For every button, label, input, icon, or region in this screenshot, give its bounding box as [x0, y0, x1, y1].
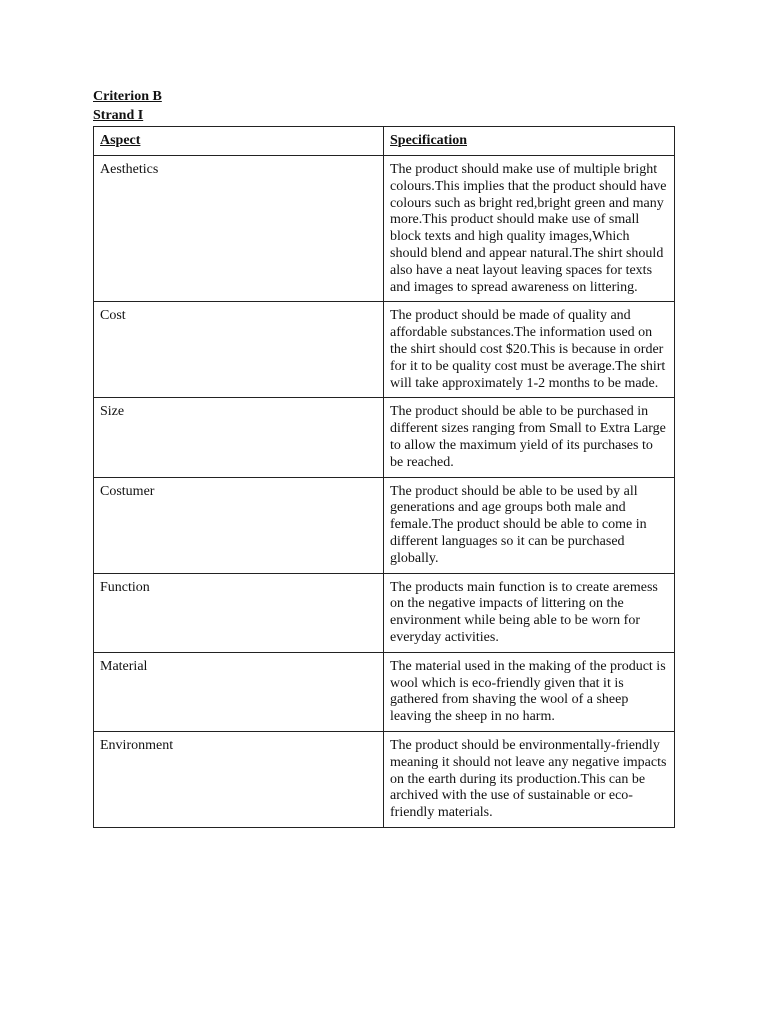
specification-column-header: Specification	[384, 127, 675, 156]
criterion-heading: Criterion B	[93, 89, 162, 104]
specification-cell: The product should be environmentally-friendly meaning it should not leave any negative impacts on the earth during its production.This can be archived with the use of sustainable or eco-friendly materials.	[384, 731, 675, 827]
aspect-cell: Aesthetics	[94, 156, 384, 302]
table-row	[94, 477, 675, 573]
table-row	[94, 398, 675, 477]
table-row	[94, 302, 675, 398]
aspect-column-header: Aspect	[94, 127, 384, 156]
specification-cell: The material used in the making of the product is wool which is eco-friendly given that it is gathered from shaving the wool of a sheep leaving the sheep in no harm.	[384, 652, 675, 731]
aspect-cell: Environment	[94, 731, 384, 827]
specification-cell: The products main function is to create aremess on the negative impacts of littering on the environment while being able to be worn for everyday activities.	[384, 573, 675, 652]
specification-cell: The product should make use of multiple bright colours.This implies that the product should have colours such as bright red,bright green and many more.This product should make use of small block texts and high quality images,Which should blend and appear natural.The shirt should also have a neat layout leaving spaces for texts and images to spread awareness on littering.	[384, 156, 675, 302]
table-row	[94, 573, 675, 652]
aspect-cell: Material	[94, 652, 384, 731]
document-page	[93, 87, 674, 828]
aspect-cell: Costumer	[94, 477, 384, 573]
specification-cell: The product should be able to be used by all generations and age groups both male and female.The product should be able to come in different languages so it can be purchased globally.	[384, 477, 675, 573]
table-row	[94, 731, 675, 827]
aspect-cell: Cost	[94, 302, 384, 398]
aspect-cell: Size	[94, 398, 384, 477]
specification-cell: The product should be made of quality and affordable substances.The information used on the shirt should cost $20.This is because in order for it to be quality cost must be average.The shirt will take approximately 1-2 months to be made.	[384, 302, 675, 398]
table-row	[94, 156, 675, 302]
specification-cell: The product should be able to be purchased in different sizes ranging from Small to Extra Large to allow the maximum yield of its purchases to be reached.	[384, 398, 675, 477]
specification-table	[93, 126, 675, 828]
aspect-cell: Function	[94, 573, 384, 652]
table-row	[94, 652, 675, 731]
table-header-row	[94, 127, 675, 156]
strand-heading: Strand I	[93, 108, 144, 123]
